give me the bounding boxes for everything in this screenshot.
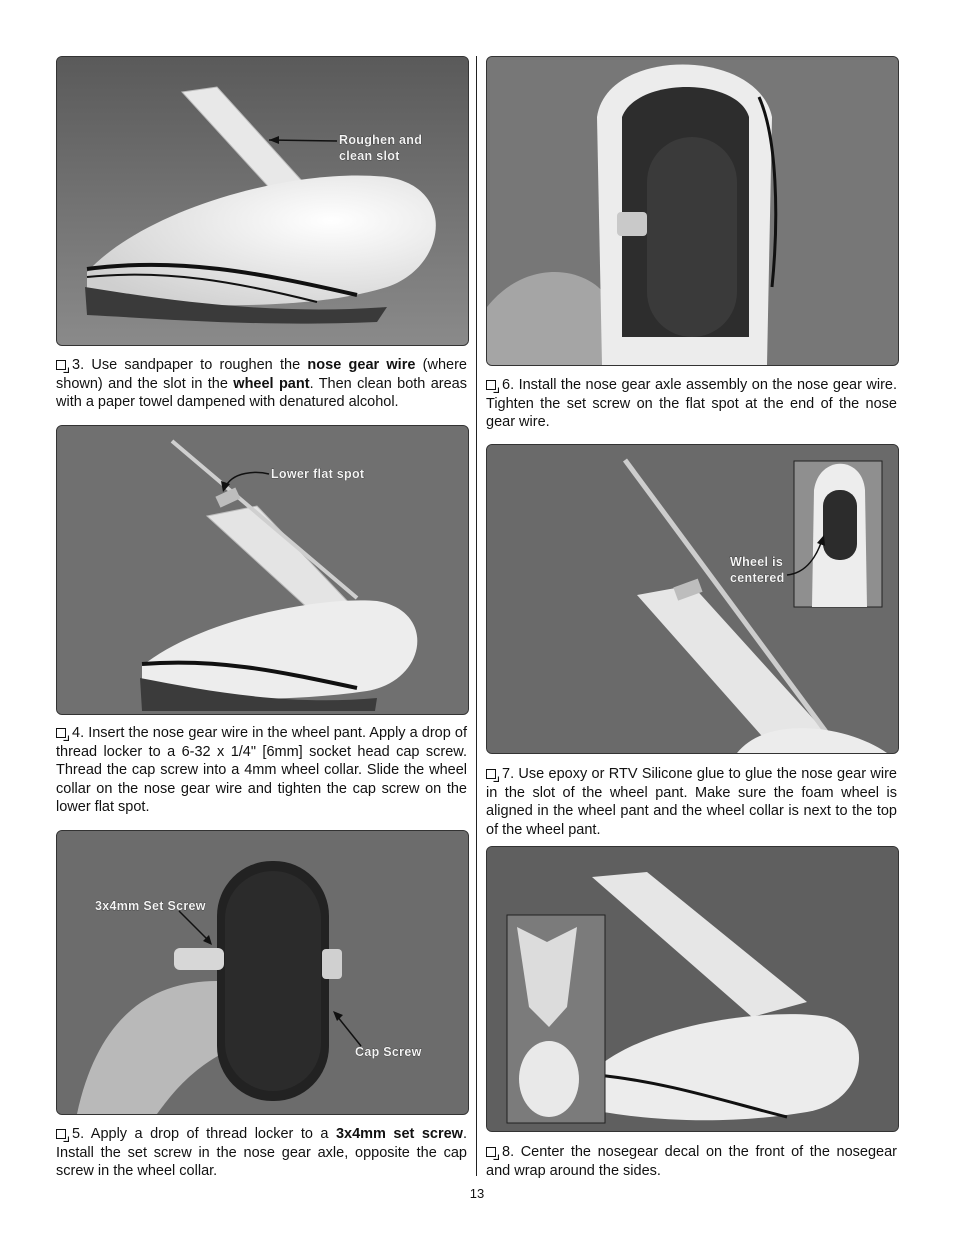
callout-roughen-line2: clean slot bbox=[339, 149, 400, 163]
wheel-pant-slot-illustration bbox=[57, 57, 468, 345]
photo-wheel-in-pant bbox=[486, 56, 899, 366]
callout-set-screw: 3x4mm Set Screw bbox=[95, 899, 206, 913]
step-8-text: Center the nosegear decal on the front of the nosegear and wrap around the sides. bbox=[486, 1144, 897, 1179]
step-7 bbox=[486, 765, 897, 839]
step-5-number: 5. bbox=[72, 1126, 85, 1142]
photo-nosegear-decal bbox=[486, 846, 899, 1132]
callout-wheel-line1: Wheel is bbox=[730, 555, 784, 569]
callout-wheel-line2: centered bbox=[730, 571, 785, 585]
wire-in-slot-illustration bbox=[487, 445, 898, 753]
step-6-number: 6. bbox=[502, 377, 515, 393]
callout-cap-screw: Cap Screw bbox=[355, 1045, 422, 1059]
checkbox-step-8[interactable] bbox=[486, 1147, 496, 1157]
step-8 bbox=[486, 1143, 897, 1180]
callout-lower-flat-spot: Lower flat spot bbox=[271, 467, 365, 481]
step-8-number: 8. bbox=[502, 1144, 515, 1160]
checkbox-step-7[interactable] bbox=[486, 769, 496, 779]
checkbox-step-6[interactable] bbox=[486, 380, 496, 390]
photo-wire-in-slot bbox=[486, 444, 899, 754]
nosegear-decal-illustration bbox=[487, 847, 898, 1131]
step-7-number: 7. bbox=[502, 766, 515, 782]
step-6 bbox=[486, 376, 897, 432]
step-3-text: Use sandpaper to roughen the nose gear wire (where shown) and the slot in the wheel pant. Then clean both areas with a paper towel dampened with denatured alcohol. bbox=[56, 357, 467, 411]
step-5-text: Apply a drop of thread locker to a 3x4mm set screw. Install the set screw in the nose gear axle, opposite the cap screw in the wheel collar. bbox=[56, 1126, 467, 1180]
wheel-in-pant-illustration bbox=[487, 57, 898, 365]
step-4-number: 4. bbox=[72, 725, 85, 741]
photo-wheel-pant-slot bbox=[56, 56, 469, 346]
step-4-text: Insert the nose gear wire in the wheel pant. Apply a drop of thread locker to a 6-32 x 1/4" [6mm] socket head cap screw. Thread the cap screw into a 4mm wheel collar. Slide the wheel collar on the nose gear wire and tighten the cap screw on the lower flat spot. bbox=[56, 725, 467, 816]
page-number: 13 bbox=[469, 1186, 485, 1201]
step-3 bbox=[56, 356, 467, 412]
step-6-text: Install the nose gear axle assembly on the nose gear wire. Tighten the set screw on the flat spot at the end of the nose gear wire. bbox=[486, 377, 898, 431]
callout-roughen-line1: Roughen and bbox=[339, 133, 423, 147]
checkbox-step-3[interactable] bbox=[56, 360, 66, 370]
checkbox-step-5[interactable] bbox=[56, 1129, 66, 1139]
photo-lower-flat-spot bbox=[56, 425, 469, 715]
wheel-axle-illustration bbox=[57, 831, 468, 1114]
step-7-text: Use epoxy or RTV Silicone glue to glue the nose gear wire in the slot of the wheel pant. Make sure the foam wheel is aligned in the wheel pant and the wheel collar is next to the top of the wheel pant. bbox=[486, 766, 897, 838]
step-3-number: 3. bbox=[72, 357, 85, 373]
column-divider bbox=[476, 56, 477, 1176]
lower-flat-spot-illustration bbox=[57, 426, 468, 714]
photo-wheel-axle bbox=[56, 830, 469, 1115]
step-4 bbox=[56, 724, 467, 817]
checkbox-step-4[interactable] bbox=[56, 728, 66, 738]
step-5 bbox=[56, 1125, 467, 1181]
